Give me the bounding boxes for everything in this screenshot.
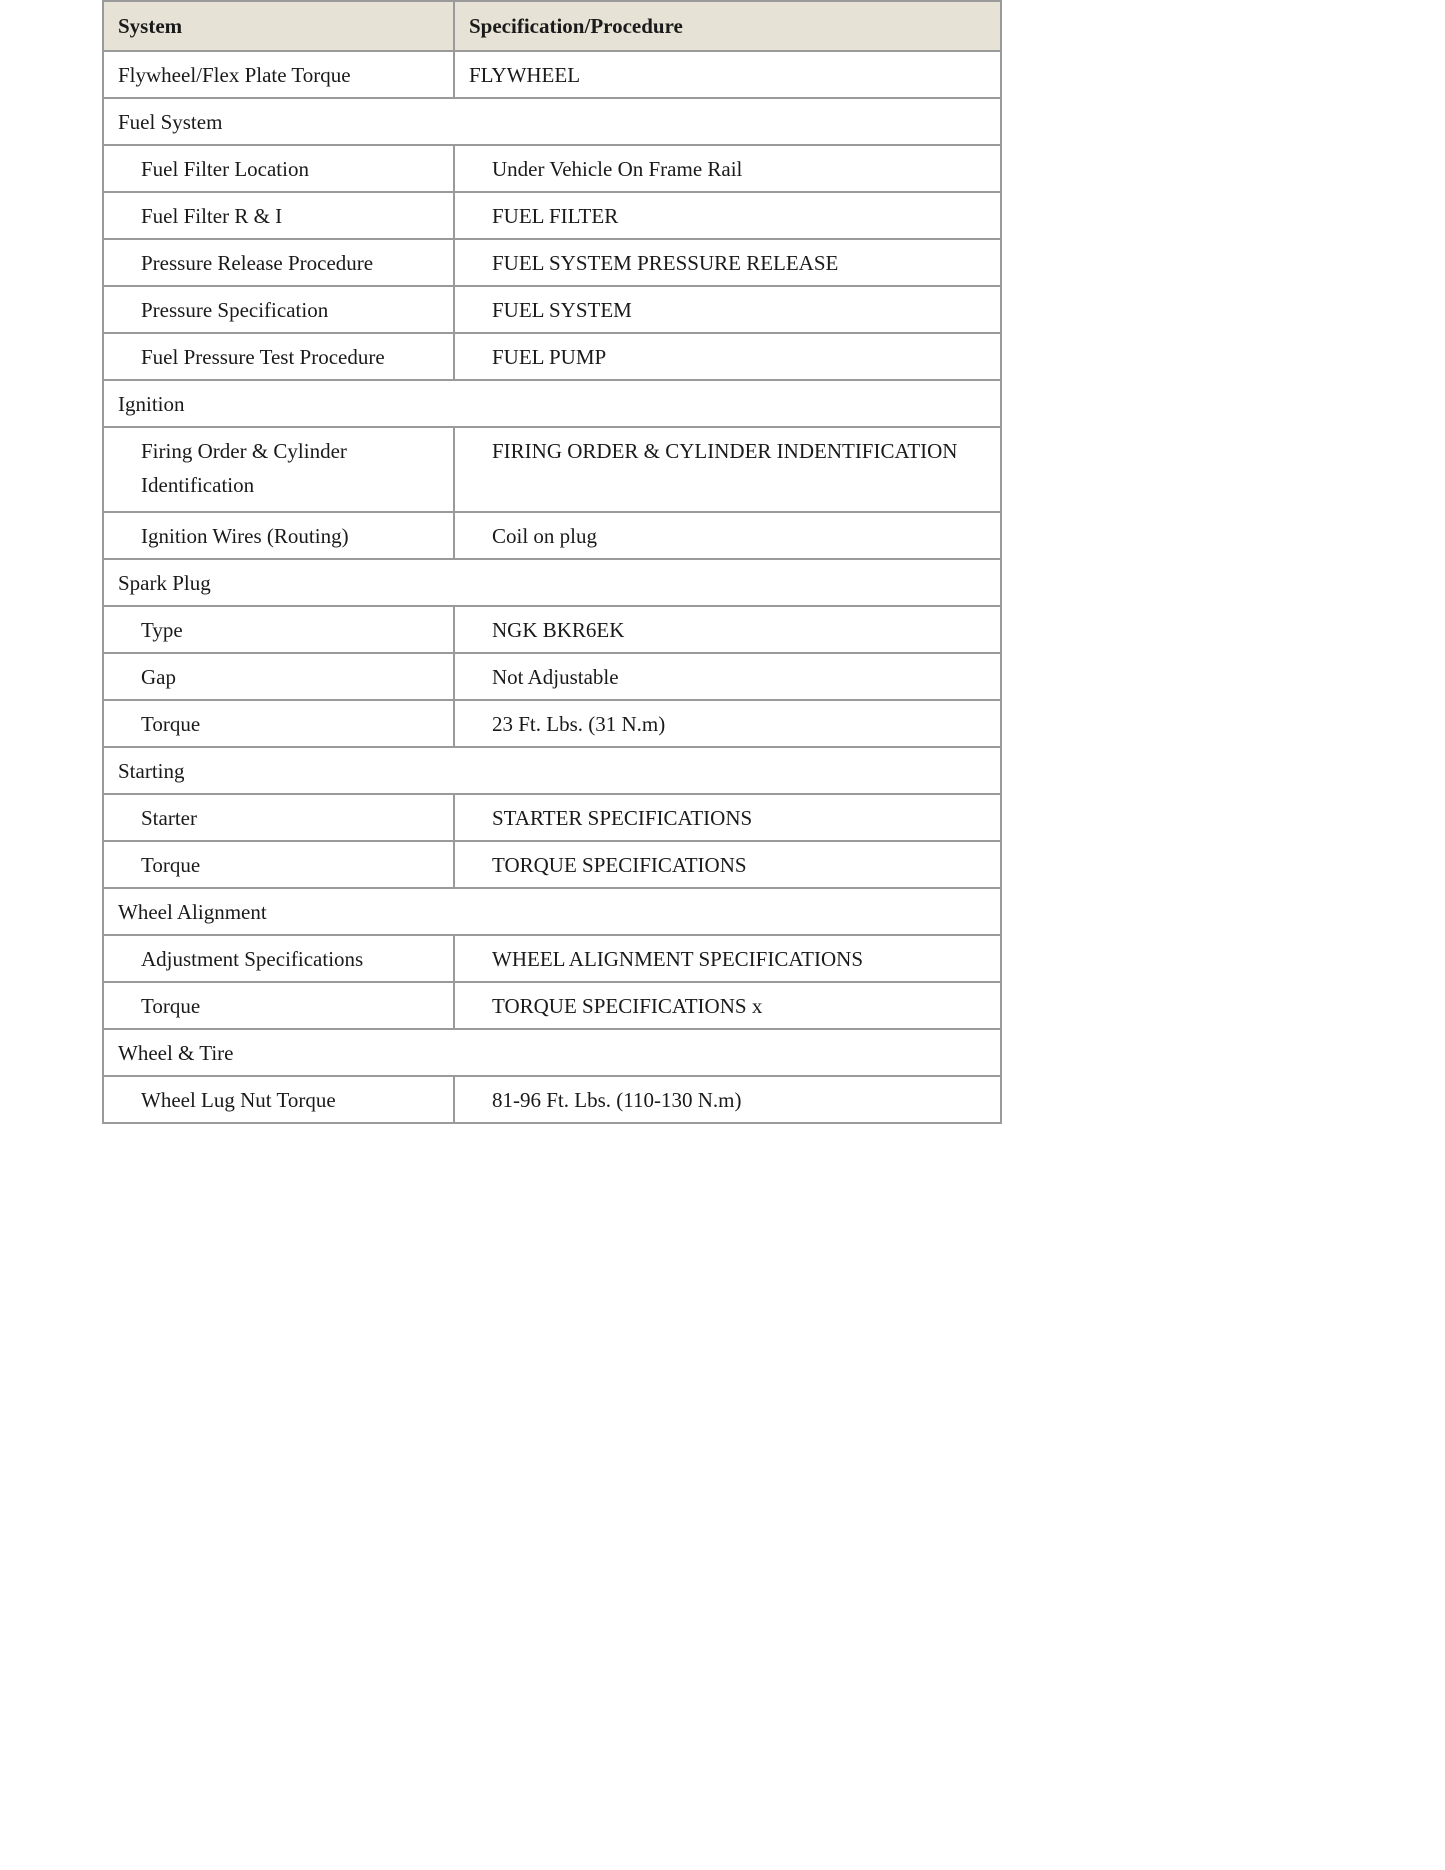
specification-table (102, 0, 1002, 1124)
system-cell: Ignition Wires (Routing) (103, 512, 454, 559)
section-row (103, 380, 1001, 427)
section-row (103, 559, 1001, 606)
specification-cell: FUEL FILTER (454, 192, 1001, 239)
specification-cell: Not Adjustable (454, 653, 1001, 700)
specification-cell: TORQUE SPECIFICATIONS (454, 841, 1001, 888)
section-row (103, 747, 1001, 794)
table-row (103, 1076, 1001, 1123)
table-row (103, 427, 1001, 512)
table-row (103, 653, 1001, 700)
table-row (103, 239, 1001, 286)
specification-cell: 81-96 Ft. Lbs. (110-130 N.m) (454, 1076, 1001, 1123)
table-row (103, 606, 1001, 653)
specification-cell: STARTER SPECIFICATIONS (454, 794, 1001, 841)
table-row (103, 935, 1001, 982)
specification-cell: NGK BKR6EK (454, 606, 1001, 653)
system-cell: Torque (103, 700, 454, 747)
system-cell: Flywheel/Flex Plate Torque (103, 51, 454, 98)
section-label: Ignition (103, 380, 1001, 427)
table-row (103, 841, 1001, 888)
specification-cell: Coil on plug (454, 512, 1001, 559)
table-header (103, 1, 1001, 51)
specification-cell: FLYWHEEL (454, 51, 1001, 98)
section-row (103, 888, 1001, 935)
system-cell: Pressure Specification (103, 286, 454, 333)
system-cell: Torque (103, 982, 454, 1029)
system-cell: Wheel Lug Nut Torque (103, 1076, 454, 1123)
section-label: Starting (103, 747, 1001, 794)
specification-cell: FUEL SYSTEM (454, 286, 1001, 333)
system-cell: Type (103, 606, 454, 653)
system-cell: Adjustment Specifications (103, 935, 454, 982)
section-row (103, 1029, 1001, 1076)
specification-cell: FIRING ORDER & CYLINDER INDENTIFICATION (454, 427, 1001, 512)
column-header-specification: Specification/Procedure (454, 1, 1001, 51)
section-label: Wheel & Tire (103, 1029, 1001, 1076)
table-row (103, 51, 1001, 98)
table-row (103, 512, 1001, 559)
table-row (103, 333, 1001, 380)
column-header-system: System (103, 1, 454, 51)
table-row (103, 982, 1001, 1029)
table-row (103, 794, 1001, 841)
system-cell: Gap (103, 653, 454, 700)
system-cell: Fuel Filter R & I (103, 192, 454, 239)
table-row (103, 286, 1001, 333)
system-cell: Torque (103, 841, 454, 888)
header-row (103, 1, 1001, 51)
table-row (103, 192, 1001, 239)
specification-cell: FUEL SYSTEM PRESSURE RELEASE (454, 239, 1001, 286)
system-cell: Firing Order & Cylinder Identification (103, 427, 454, 512)
specification-cell: Under Vehicle On Frame Rail (454, 145, 1001, 192)
section-label: Fuel System (103, 98, 1001, 145)
system-cell: Pressure Release Procedure (103, 239, 454, 286)
specification-cell: TORQUE SPECIFICATIONS x (454, 982, 1001, 1029)
section-row (103, 98, 1001, 145)
table-body (103, 51, 1001, 1123)
specification-cell: 23 Ft. Lbs. (31 N.m) (454, 700, 1001, 747)
table-row (103, 700, 1001, 747)
system-cell: Starter (103, 794, 454, 841)
specification-cell: FUEL PUMP (454, 333, 1001, 380)
system-cell: Fuel Pressure Test Procedure (103, 333, 454, 380)
table-row (103, 145, 1001, 192)
section-label: Spark Plug (103, 559, 1001, 606)
specification-cell: WHEEL ALIGNMENT SPECIFICATIONS (454, 935, 1001, 982)
system-cell: Fuel Filter Location (103, 145, 454, 192)
section-label: Wheel Alignment (103, 888, 1001, 935)
